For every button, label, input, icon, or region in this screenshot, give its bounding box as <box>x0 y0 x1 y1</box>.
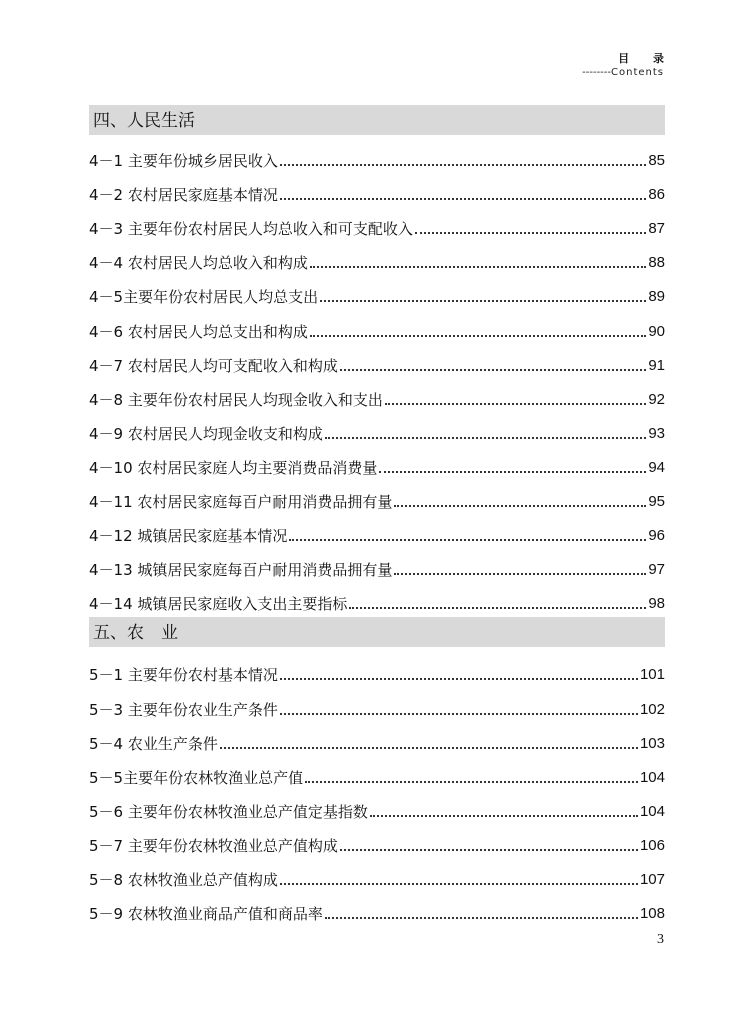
entry-code: 4－11 <box>89 493 138 512</box>
toc-entry[interactable] <box>89 274 665 308</box>
toc-entry[interactable] <box>89 547 665 581</box>
entry-title: 农村居民家庭每百户耐用消费品拥有量 <box>137 493 393 512</box>
dot-leader <box>340 849 638 851</box>
entry-code: 4－1 <box>89 152 128 171</box>
dot-leader <box>325 437 646 439</box>
toc-entry[interactable] <box>89 755 665 789</box>
entry-page: 102 <box>639 700 665 718</box>
entry-page: 98 <box>648 595 665 613</box>
entry-page: 91 <box>648 356 665 374</box>
dot-leader <box>320 300 646 302</box>
table-of-contents <box>89 105 665 925</box>
entry-page: 107 <box>639 870 665 888</box>
toc-entry[interactable] <box>89 445 665 479</box>
toc-entry[interactable] <box>89 240 665 274</box>
entry-page: 97 <box>648 561 665 579</box>
entry-code: 5－3 <box>89 700 128 719</box>
entry-page: 95 <box>648 493 665 511</box>
entry-code: 5－6 <box>89 802 128 821</box>
toc-entry[interactable] <box>89 411 665 445</box>
toc-entry[interactable] <box>89 721 665 755</box>
header-subtitle <box>582 67 664 78</box>
entry-title: 农村居民人均总收入和构成 <box>127 254 308 273</box>
entry-code: 4－12 <box>89 527 138 546</box>
entry-code: 4－10 <box>89 458 138 477</box>
entry-title: 主要年份农村居民人均总收入和可支配收入 <box>127 220 413 239</box>
section-heading: 四、人民生活 <box>89 105 665 135</box>
entry-code: 5－5 <box>89 768 124 787</box>
header-title: 目 录 <box>618 52 674 65</box>
entry-title: 主要年份农业生产条件 <box>127 700 278 719</box>
entry-title: 城镇居民家庭基本情况 <box>137 527 288 546</box>
entry-code: 5－8 <box>89 870 128 889</box>
entry-code: 4－5 <box>89 288 124 307</box>
entry-title: 农村居民人均可支配收入和构成 <box>127 356 338 375</box>
header-dashes: -------- <box>582 67 612 78</box>
entry-code: 4－13 <box>89 561 138 580</box>
dot-leader <box>394 573 646 575</box>
toc-entry[interactable] <box>89 479 665 513</box>
toc-entry[interactable] <box>89 581 665 615</box>
entry-page: 92 <box>648 390 665 408</box>
toc-entry[interactable] <box>89 206 665 240</box>
toc-entry[interactable] <box>89 823 665 857</box>
header-subtitle-text: Contents <box>611 67 664 78</box>
entry-page: 96 <box>648 527 665 545</box>
entry-title: 农林牧渔业商品产值和商品率 <box>127 905 323 924</box>
entry-title: 主要年份农林牧渔业总产值 <box>123 768 304 787</box>
dot-leader <box>280 678 638 680</box>
entry-title: 农村居民人均总支出和构成 <box>127 322 308 341</box>
entry-code: 5－4 <box>89 734 128 753</box>
dot-leader <box>415 232 646 234</box>
entry-title: 主要年份农村基本情况 <box>127 666 278 685</box>
entry-page: 88 <box>648 254 665 272</box>
section-heading: 五、农 业 <box>89 617 665 647</box>
dot-leader <box>289 539 646 541</box>
entry-page: 104 <box>639 768 665 786</box>
toc-entry[interactable] <box>89 343 665 377</box>
dot-leader <box>305 781 638 783</box>
toc-entry[interactable] <box>89 857 665 891</box>
entry-code: 4－9 <box>89 424 128 443</box>
page-number: 3 <box>657 932 664 947</box>
dot-leader <box>370 815 638 817</box>
entry-title: 农村居民家庭人均主要消费品消费量 <box>137 458 378 477</box>
dot-leader <box>340 369 646 371</box>
entry-code: 4－4 <box>89 254 128 273</box>
dot-leader <box>280 883 638 885</box>
toc-entry[interactable] <box>89 138 665 172</box>
toc-entry[interactable] <box>89 652 665 686</box>
dot-leader <box>394 505 646 507</box>
entry-page: 87 <box>648 220 665 238</box>
entry-title: 主要年份农林牧渔业总产值构成 <box>127 836 338 855</box>
entry-code: 4－3 <box>89 220 128 239</box>
entry-page: 101 <box>639 666 665 684</box>
dot-leader <box>280 713 638 715</box>
toc-entry[interactable] <box>89 789 665 823</box>
entry-title: 农村居民家庭基本情况 <box>127 186 278 205</box>
dot-leader <box>280 164 646 166</box>
entry-page: 104 <box>639 802 665 820</box>
page-header <box>582 50 674 78</box>
entry-code: 5－1 <box>89 666 128 685</box>
toc-entry[interactable] <box>89 308 665 342</box>
entry-title: 农村居民人均现金收支和构成 <box>127 424 323 443</box>
entry-code: 4－8 <box>89 390 128 409</box>
dot-leader <box>310 335 646 337</box>
entry-title: 主要年份农村居民人均现金收入和支出 <box>127 390 383 409</box>
entry-page: 85 <box>648 152 665 170</box>
dot-leader <box>379 471 646 473</box>
entry-code: 4－2 <box>89 186 128 205</box>
entry-page: 86 <box>648 186 665 204</box>
entry-page: 93 <box>648 424 665 442</box>
dot-leader <box>385 403 646 405</box>
dot-leader <box>325 917 638 919</box>
entry-code: 4－6 <box>89 322 128 341</box>
toc-entry[interactable] <box>89 686 665 720</box>
entry-page: 89 <box>648 288 665 306</box>
dot-leader <box>349 607 646 609</box>
dot-leader <box>280 198 646 200</box>
entry-code: 4－14 <box>89 595 138 614</box>
entry-page: 94 <box>648 458 665 476</box>
entry-title: 农林牧渔业总产值构成 <box>127 870 278 889</box>
entry-page: 103 <box>639 734 665 752</box>
dot-leader <box>310 266 646 268</box>
toc-entry[interactable] <box>89 513 665 547</box>
entry-title: 城镇居民家庭每百户耐用消费品拥有量 <box>137 561 393 580</box>
entry-page: 106 <box>639 836 665 854</box>
entry-title: 主要年份农村居民人均总支出 <box>123 288 319 307</box>
entry-code: 5－7 <box>89 836 128 855</box>
entry-title: 农业生产条件 <box>127 734 218 753</box>
entry-page: 90 <box>648 322 665 340</box>
entry-code: 4－7 <box>89 356 128 375</box>
toc-entry[interactable] <box>89 891 665 925</box>
toc-entry[interactable] <box>89 172 665 206</box>
dot-leader <box>220 747 638 749</box>
entry-title: 主要年份城乡居民收入 <box>127 152 278 171</box>
entry-title: 主要年份农林牧渔业总产值定基指数 <box>127 802 368 821</box>
entry-title: 城镇居民家庭收入支出主要指标 <box>137 595 348 614</box>
entry-page: 108 <box>639 905 665 923</box>
toc-entry[interactable] <box>89 377 665 411</box>
entry-code: 5－9 <box>89 905 128 924</box>
